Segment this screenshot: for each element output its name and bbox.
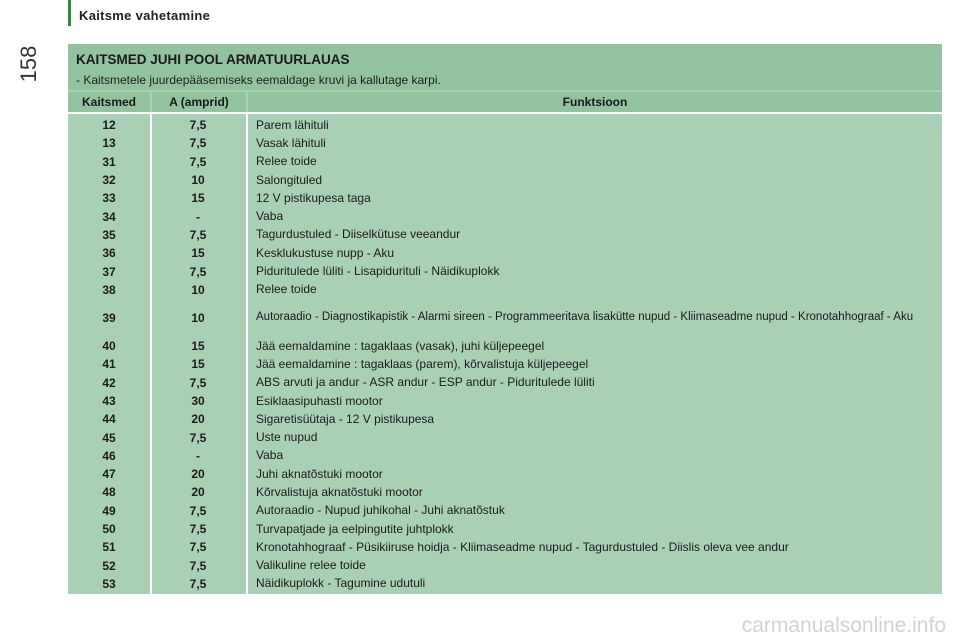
function-cell: Relee toide: [256, 282, 317, 297]
function-cell: Esiklaasipuhasti mootor: [256, 393, 383, 408]
table-row: [68, 171, 942, 189]
header-divider: [68, 112, 942, 114]
amperage-cell: 20: [191, 467, 205, 482]
column-header-function: Funktsioon: [248, 92, 942, 112]
amperage-cell: 7,5: [189, 576, 207, 591]
table-row: [68, 262, 942, 280]
table-row: [68, 374, 942, 392]
function-cell: Sigaretisüütaja - 12 V pistikupesa: [256, 411, 435, 426]
fuse-number-cell: 39: [102, 310, 116, 325]
fuse-number-cell: 33: [102, 191, 116, 206]
fuse-table-body: [68, 116, 942, 593]
function-cell: Näidikuplokk - Tagumine udutuli: [256, 576, 426, 591]
section-title: Kaitsme vahetamine: [79, 8, 211, 23]
fuse-number-cell: 50: [102, 522, 116, 537]
function-cell: Relee toide: [256, 154, 317, 169]
amperage-cell: 7,5: [189, 522, 207, 537]
fuse-number-cell: 41: [102, 357, 116, 372]
fuse-number-cell: 49: [102, 503, 116, 518]
fuse-number-cell: 45: [102, 430, 116, 445]
amperage-cell: 7,5: [189, 118, 207, 133]
table-row: [68, 134, 942, 152]
amperage-cell: 20: [191, 412, 205, 427]
amperage-cell: 15: [191, 339, 205, 354]
amperage-cell: 7,5: [189, 264, 207, 279]
fuse-number-cell: 46: [102, 448, 116, 463]
table-row: [68, 226, 942, 244]
fuse-number-cell: 42: [102, 375, 116, 390]
table-row: [68, 281, 942, 299]
table-row: [68, 410, 942, 428]
function-cell: ABS arvuti ja andur - ASR andur - ESP andur - Piduritulede lüliti: [256, 375, 595, 390]
table-row: [68, 538, 942, 556]
fuse-number-cell: 35: [102, 227, 116, 242]
table-row: [68, 465, 942, 483]
amperage-cell: 10: [191, 282, 205, 297]
table-row: [68, 483, 942, 501]
column-header-amperage: A (amprid): [152, 92, 246, 112]
function-cell: Uste nupud: [256, 430, 318, 445]
function-cell: Kõrvalistuja aknatõstuki mootor: [256, 484, 423, 499]
function-cell: Turvapatjade ja eelpingutite juhtplokk: [256, 521, 454, 536]
function-cell: Piduritulede lüliti - Lisapidurituli - Näidikuplokk: [256, 264, 500, 279]
amperage-cell: 7,5: [189, 375, 207, 390]
amperage-cell: -: [196, 209, 200, 224]
fuse-number-cell: 48: [102, 485, 116, 500]
fuse-number-cell: 43: [102, 394, 116, 408]
amperage-cell: 7,5: [189, 136, 207, 151]
function-cell: Valikuline relee toide: [256, 558, 366, 573]
table-row: [68, 153, 942, 171]
amperage-cell: 7,5: [189, 540, 207, 555]
function-cell: Jää eemaldamine : tagaklaas (vasak), juhi küljepeegel: [256, 338, 545, 353]
amperage-cell: 15: [191, 246, 205, 261]
table-row: [68, 520, 942, 538]
table-row: [68, 557, 942, 575]
column-header-fuse: Kaitsmed: [68, 92, 150, 112]
table-row: [68, 337, 942, 355]
amperage-cell: 15: [191, 357, 205, 372]
fuse-table-panel: [68, 44, 942, 594]
amperage-cell: 20: [191, 485, 205, 500]
function-cell: 12 V pistikupesa taga: [256, 190, 371, 205]
panel-header: [68, 44, 942, 90]
function-cell: Vasak lähituli: [256, 135, 326, 150]
table-row: [68, 392, 942, 410]
amperage-cell: 10: [191, 173, 205, 188]
function-cell: Autoraadio - Nupud juhikohal - Juhi aknatõstuk: [256, 503, 505, 518]
fuse-number-cell: 12: [102, 118, 116, 133]
function-cell: Juhi aknatõstuki mootor: [256, 466, 383, 481]
fuse-number-cell: 52: [102, 558, 116, 573]
function-cell: Jää eemaldamine : tagaklaas (parem), kõrvalistuja küljepeegel: [256, 356, 589, 371]
fuse-number-cell: 34: [102, 209, 116, 224]
fuse-number-cell: 51: [102, 540, 116, 555]
fuse-number-cell: 38: [102, 282, 116, 297]
panel-note: - Kaitsmetele juurdepääsemiseks eemaldage kruvi ja kallutage karpi.: [76, 73, 441, 87]
amperage-cell: 7,5: [189, 154, 207, 169]
amperage-cell: 15: [191, 191, 205, 206]
fuse-number-cell: 32: [102, 173, 116, 188]
fuse-number-cell: 53: [102, 576, 116, 591]
table-row: [68, 299, 942, 337]
function-cell: Autoraadio - Diagnostikapistik - Alarmi sireen - Programmeeritava lisakütte nupud - Kliimaseadme nupud - Kronotahhograaf - Aku: [256, 311, 914, 324]
table-row: [68, 189, 942, 207]
function-cell: Salongituled: [256, 172, 323, 187]
section-accent-bar: [68, 0, 71, 26]
fuse-number-cell: 44: [102, 412, 116, 427]
page-number: 158: [16, 45, 41, 83]
panel-title: KAITSMED JUHI POOL ARMATUURLAUAS: [76, 52, 350, 67]
fuse-number-cell: 31: [102, 154, 116, 169]
amperage-cell: 7,5: [189, 558, 207, 573]
function-cell: Vaba: [256, 209, 284, 224]
table-row: [68, 502, 942, 520]
amperage-cell: 10: [191, 310, 205, 325]
amperage-cell: 30: [191, 394, 205, 408]
table-row: [68, 447, 942, 465]
amperage-cell: -: [196, 448, 200, 463]
function-cell: Vaba: [256, 448, 284, 463]
table-row: [68, 207, 942, 225]
fuse-number-cell: 37: [102, 264, 116, 279]
fuse-number-cell: 47: [102, 467, 116, 482]
amperage-cell: 7,5: [189, 227, 207, 242]
function-cell: Tagurdustuled - Diiselkütuse veeandur: [256, 227, 461, 242]
amperage-cell: 7,5: [189, 430, 207, 445]
table-row: [68, 575, 942, 593]
fuse-number-cell: 40: [102, 339, 116, 354]
function-cell: Kesklukustuse nupp - Aku: [256, 245, 395, 260]
table-row: [68, 244, 942, 262]
fuse-number-cell: 36: [102, 246, 116, 261]
function-cell: Kronotahhograaf - Püsikiiruse hoidja - Kliimaseadme nupud - Tagurdustuled - Diislis oleva vee andur: [256, 539, 789, 554]
amperage-cell: 7,5: [189, 503, 207, 518]
watermark: carmanualsonline.info: [741, 614, 946, 637]
table-row: [68, 116, 942, 134]
function-cell: Parem lähituli: [256, 117, 329, 132]
fuse-number-cell: 13: [102, 136, 116, 151]
table-row: [68, 428, 942, 446]
table-row: [68, 355, 942, 373]
